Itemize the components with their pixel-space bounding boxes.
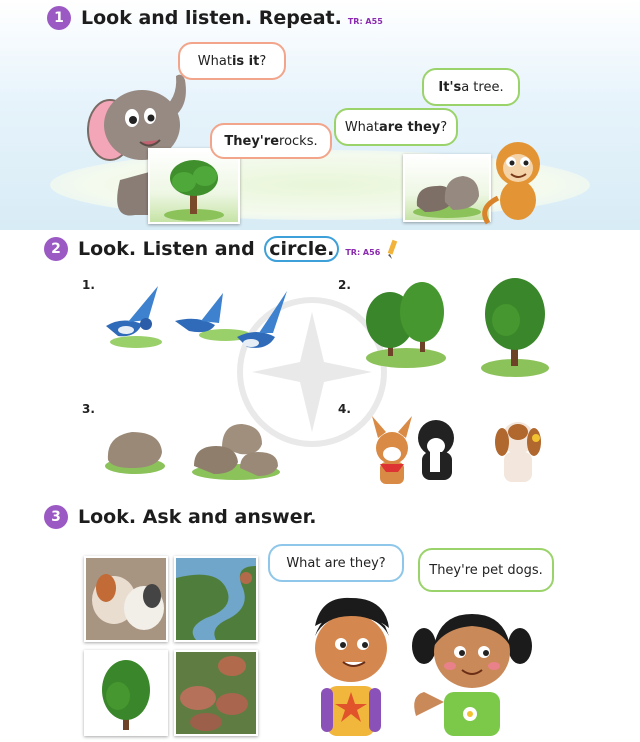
bubble-text: rocks.: [279, 133, 318, 149]
dogs-photo: [84, 556, 168, 642]
tree-single-picture: [478, 272, 552, 380]
section2-track: TR: A56: [345, 247, 381, 257]
bubble-text-bold: It's: [438, 79, 462, 95]
dogs-photo-icon: [86, 558, 166, 640]
item-number-1: 1.: [82, 278, 95, 292]
bubble-text: What are they?: [286, 555, 386, 571]
dog-single-picture: [490, 408, 546, 488]
tree-photo-icon: [86, 652, 166, 734]
section2-number: 2: [44, 237, 68, 261]
item-number-3: 3.: [82, 402, 95, 416]
section3-heading: Look. Ask and answer.: [78, 506, 317, 528]
rocks-photo-small: [174, 650, 258, 736]
rocks-photo-icon: [176, 652, 256, 734]
bird-single-picture: [98, 280, 170, 352]
bubble-text: They're pet dogs.: [429, 562, 543, 578]
section3-title: [44, 505, 316, 529]
circled-word: circle.: [264, 236, 339, 262]
tree-photo-small: [84, 650, 168, 736]
speech-bubble-answer: [418, 548, 554, 592]
tree-icon: [150, 150, 238, 222]
item-number-2: 2.: [338, 278, 351, 292]
bubble-text-bold: are they: [378, 119, 441, 135]
speech-bubble-theyre-rocks: [210, 123, 332, 159]
rocks-group-picture: [188, 418, 284, 482]
boy-illustration: [305, 596, 397, 736]
speech-bubble-its-a-tree: [422, 68, 520, 106]
bubble-text: What: [197, 53, 232, 69]
section3-number: 3: [44, 505, 68, 529]
speech-bubble-what-are-they: [334, 108, 458, 146]
rock-single-picture: [102, 420, 168, 476]
rocks-icon: [405, 156, 489, 220]
stream-photo-icon: [176, 558, 256, 640]
birds-pair-picture: [175, 285, 295, 357]
section1-number: 1: [47, 6, 71, 30]
trees-pair-picture: [360, 276, 452, 370]
tree-photo: [148, 148, 240, 224]
section1-title: [47, 6, 383, 30]
section2-heading: Look. Listen and: [78, 238, 262, 260]
item-number-4: 4.: [338, 402, 351, 416]
bubble-text: ?: [440, 119, 448, 135]
section1-track: TR: A55: [347, 16, 383, 26]
section1-heading: Look and listen. Repeat.: [81, 7, 342, 29]
bubble-text-bold: is it: [231, 53, 260, 69]
speech-bubble-what-is-it: [178, 42, 286, 80]
bubble-text: ?: [259, 53, 267, 69]
bubble-text: a tree.: [461, 79, 504, 95]
speech-bubble-question: [268, 544, 404, 582]
section2-title: [44, 236, 400, 262]
monkey-illustration: [478, 138, 558, 226]
girl-illustration: [410, 606, 534, 736]
pencil-icon: [384, 238, 400, 260]
bubble-text: What: [344, 119, 379, 135]
stream-photo: [174, 556, 258, 642]
bubble-text-bold: They're: [224, 133, 280, 149]
dogs-pair-picture: [368, 408, 468, 488]
